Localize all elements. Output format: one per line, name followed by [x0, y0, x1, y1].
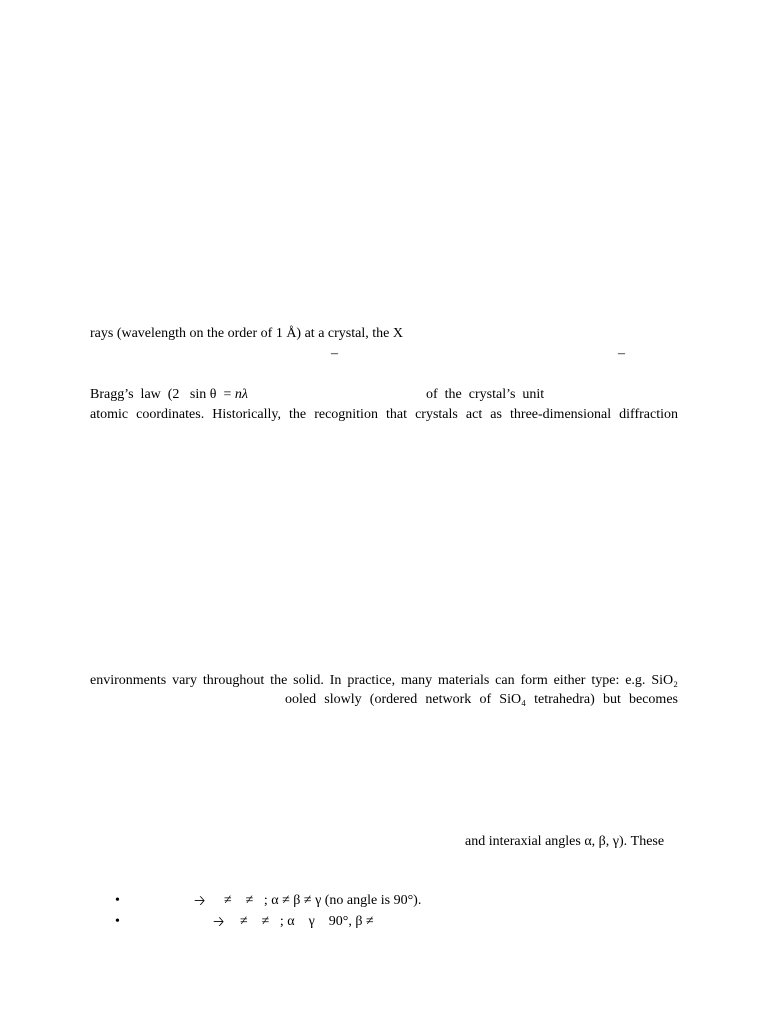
list-item-text: ≠ ≠ ; α γ 90°, β ≠	[240, 914, 374, 929]
text-line-interaxial-angles: and interaxial angles α, β, γ). These	[465, 834, 665, 849]
bullet-marker: •	[115, 914, 120, 929]
dash-mark: –	[618, 346, 625, 361]
bullet-marker: •	[115, 893, 120, 908]
text-line-environments: environments vary throughout the solid. In practice, many materials can form either type: e.g. SiO₂	[90, 673, 678, 688]
text-line-sio2-cooling: ooled slowly (ordered network of SiO₄ tetrahedra) but becomes	[285, 692, 678, 707]
bragg-n-lambda: nλ	[234, 387, 248, 402]
text-line-xray-intro: rays (wavelength on the order of 1 Å) at a crystal, the X	[90, 326, 403, 341]
arrow-right-icon: 🡢	[194, 893, 206, 909]
text-line-atomic-coordinates: atomic coordinates. Historically, the recognition that crystals act as three-dimensional diffraction	[90, 407, 678, 422]
bragg-equation: Bragg’s law (2 sin θ =	[90, 387, 232, 402]
list-item-text: ≠ ≠ ; α ≠ β ≠ γ (no angle is 90°).	[224, 893, 422, 908]
text-line-bragg-law	[90, 386, 248, 404]
dash-mark: –	[331, 346, 338, 361]
arrow-right-icon: 🡢	[213, 914, 225, 930]
text-line-unit-cell: of the crystal’s unit	[426, 387, 545, 402]
